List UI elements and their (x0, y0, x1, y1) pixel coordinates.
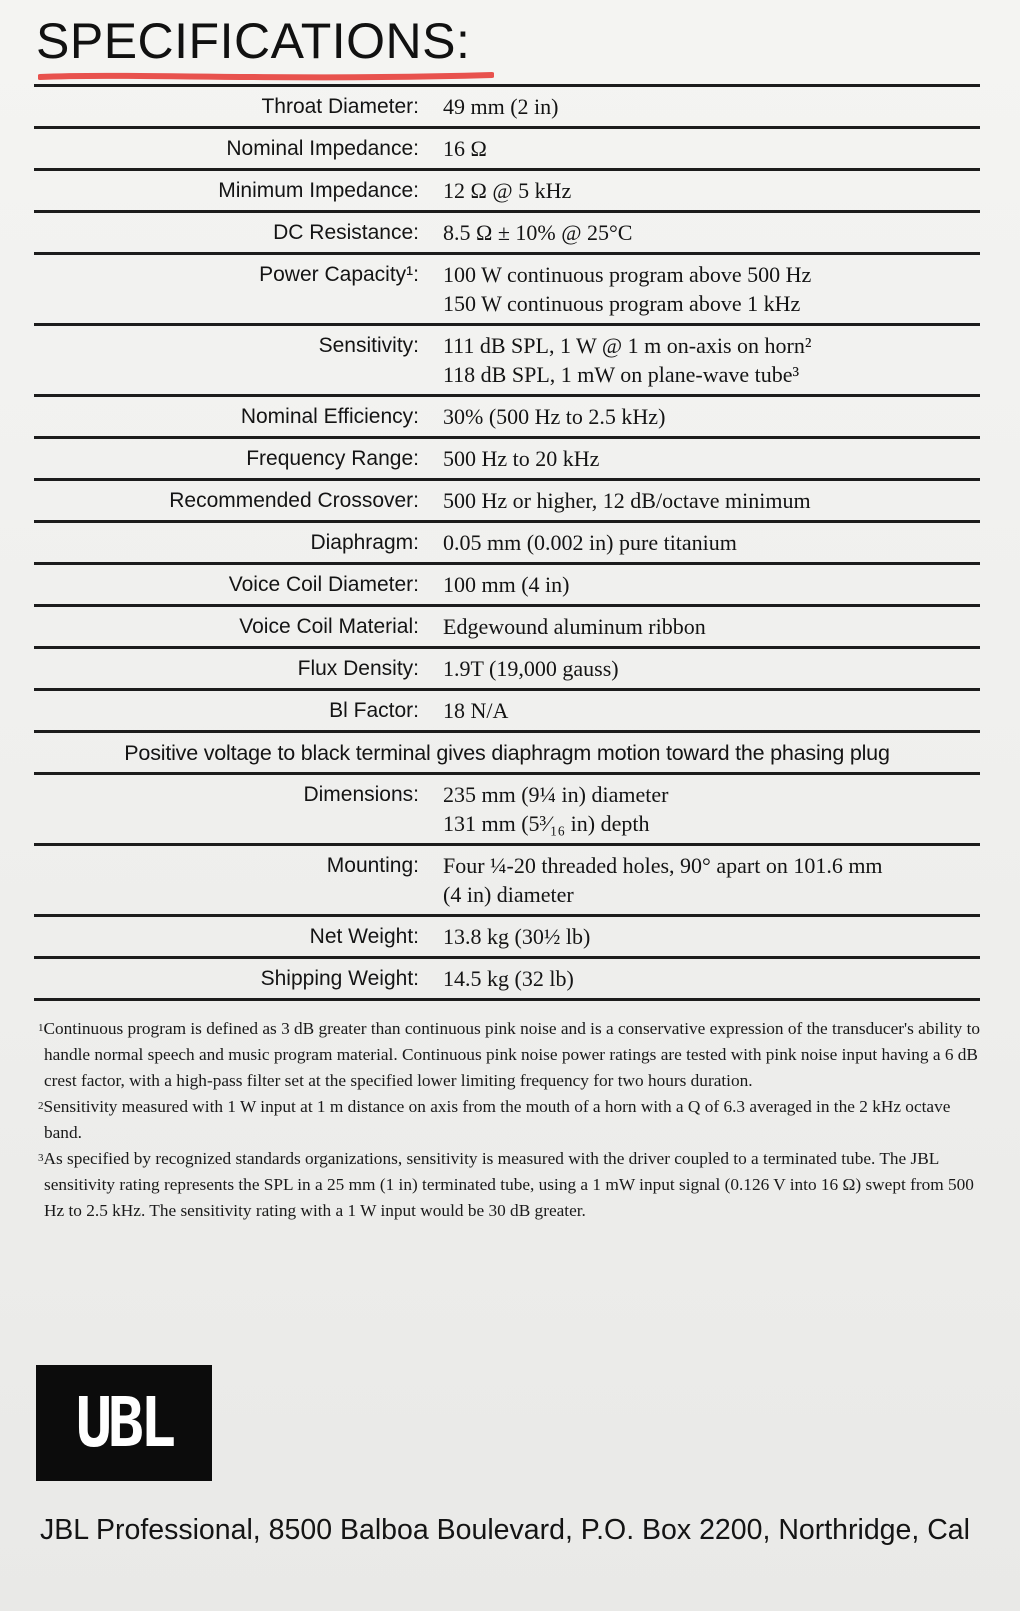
spec-value-line: Four ¼-20 threaded holes, 90° apart on 101.6 mm (443, 853, 883, 878)
spec-value (443, 212, 980, 254)
spec-label: Voice Coil Diameter: (228, 573, 419, 596)
spec-row (34, 606, 980, 648)
spec-row (34, 86, 980, 128)
spec-row (34, 916, 980, 958)
spec-value-line: 30% (500 Hz to 2.5 kHz) (443, 404, 666, 429)
footnote (38, 1016, 988, 1094)
spec-row (34, 170, 980, 212)
spec-value-line: 16 Ω (443, 136, 487, 161)
spec-value (443, 86, 980, 128)
spec-value-line: 13.8 kg (30½ lb) (443, 924, 591, 949)
spec-value (443, 845, 980, 916)
spec-note: Positive voltage to black terminal gives diaphragm motion toward the phasing plug (124, 741, 890, 765)
footnote-marker: 1 (38, 1022, 44, 1034)
spec-value (443, 438, 980, 480)
spec-label: Net Weight: (309, 925, 419, 948)
spec-value-line: 100 W continuous program above 500 Hz (443, 262, 812, 287)
page-title: SPECIFICATIONS: (36, 13, 471, 69)
spec-label: Mounting: (326, 854, 419, 877)
spec-value-line: 500 Hz to 20 kHz (443, 446, 600, 471)
spec-label: Flux Density: (297, 657, 419, 680)
spec-label: Nominal Efficiency: (240, 405, 419, 428)
spec-value (443, 522, 980, 564)
spec-row (34, 732, 980, 774)
spec-row (34, 396, 980, 438)
spec-value-line: 0.05 mm (0.002 in) pure titanium (443, 530, 737, 555)
spec-label: Nominal Impedance: (226, 137, 419, 160)
spec-value-line: 100 mm (4 in) (443, 572, 570, 597)
spec-value-line: 150 W continuous program above 1 kHz (443, 291, 801, 316)
footnote-marker: 3 (38, 1152, 44, 1164)
spec-value (443, 958, 980, 1000)
spec-label: Voice Coil Material: (239, 615, 419, 638)
spec-row (34, 648, 980, 690)
spec-value (443, 916, 980, 958)
spec-value-line: Edgewound aluminum ribbon (443, 614, 706, 639)
spec-value-line: 18 N/A (443, 698, 509, 723)
spec-label: Dimensions: (303, 783, 419, 806)
spec-value-line: 12 Ω @ 5 kHz (443, 178, 572, 203)
spec-label: Bl Factor: (329, 699, 419, 722)
spec-value-line: (4 in) diameter (443, 882, 574, 907)
spec-label: Throat Diameter: (261, 95, 419, 118)
spec-label: DC Resistance: (273, 221, 419, 244)
spec-value (443, 128, 980, 170)
spec-label: Sensitivity: (318, 334, 419, 357)
spec-value (443, 325, 980, 396)
spec-value-line: 111 dB SPL, 1 W @ 1 m on-axis on horn² (443, 333, 812, 358)
footnote-text: Continuous program is defined as 3 dB greater than continuous pink noise and is a conservative expression of the transducer's ability to handle normal speech and music program material. Continuous pink noise power ratings are tested with pink noise input having a 6 dB crest factor, with a high-pass filter set at the specified lower limiting frequency for two hours duration. (43, 1019, 981, 1090)
footnote (38, 1094, 988, 1146)
spec-value-line: 49 mm (2 in) (443, 94, 559, 119)
spec-value-line: 118 dB SPL, 1 mW on plane-wave tube³ (443, 362, 800, 387)
spec-value (443, 170, 980, 212)
company-address: JBL Professional, 8500 Balboa Boulevard, P.O. Box 2200, Northridge, Cal (40, 1514, 970, 1546)
footnote (38, 1146, 988, 1224)
spec-value (443, 774, 980, 845)
spec-row (34, 774, 980, 845)
spec-value-line: 14.5 kg (32 lb) (443, 966, 574, 991)
spec-label: Frequency Range: (246, 447, 419, 470)
spec-value-line: 500 Hz or higher, 12 dB/octave minimum (443, 488, 811, 513)
jbl-logo-text: UBL (75, 1382, 173, 1464)
spec-row (34, 325, 980, 396)
spec-row (34, 128, 980, 170)
footnote-marker: 2 (38, 1100, 44, 1112)
spec-label: Power Capacity¹: (259, 263, 419, 286)
red-underline-annotation (38, 70, 494, 82)
spec-label: Minimum Impedance: (218, 179, 419, 202)
spec-value-line: 235 mm (9¼ in) diameter (443, 782, 669, 807)
spec-row (34, 254, 980, 325)
spec-row (34, 845, 980, 916)
spec-value (443, 480, 980, 522)
jbl-logo (36, 1365, 212, 1481)
specifications-table (34, 84, 980, 1001)
footnote-text: As specified by recognized standards organizations, sensitivity is measured with the driver coupled to a terminated tube. The JBL sensitivity rating represents the SPL in a 25 mm (1 in) terminated tube, using a 1 mW input signal (0.126 V into 16 Ω) swept from 500 Hz to 2.5 kHz. The sensitivity rating with a 1 W input would be 30 dB greater. (43, 1149, 974, 1220)
spec-label: Diaphragm: (310, 531, 419, 554)
footnote-text: Sensitivity measured with 1 W input at 1 m distance on axis from the mouth of a horn with a Q of 6.3 averaged in the 2 kHz octave band. (43, 1097, 951, 1142)
spec-label: Shipping Weight: (260, 967, 419, 990)
spec-value (443, 396, 980, 438)
spec-row (34, 564, 980, 606)
spec-value (443, 564, 980, 606)
footnotes (38, 1016, 988, 1224)
spec-row (34, 212, 980, 254)
spec-value-line: 131 mm (5³⁄₁₆ in) depth (443, 811, 650, 836)
spec-value (443, 648, 980, 690)
spec-value-line: 8.5 Ω ± 10% @ 25°C (443, 220, 633, 245)
spec-row (34, 958, 980, 1000)
spec-value (443, 254, 980, 325)
spec-row (34, 690, 980, 732)
spec-row (34, 438, 980, 480)
spec-value (443, 690, 980, 732)
spec-value-line: 1.9T (19,000 gauss) (443, 656, 619, 681)
spec-value (443, 606, 980, 648)
spec-row (34, 522, 980, 564)
spec-label: Recommended Crossover: (169, 489, 419, 512)
spec-row (34, 480, 980, 522)
